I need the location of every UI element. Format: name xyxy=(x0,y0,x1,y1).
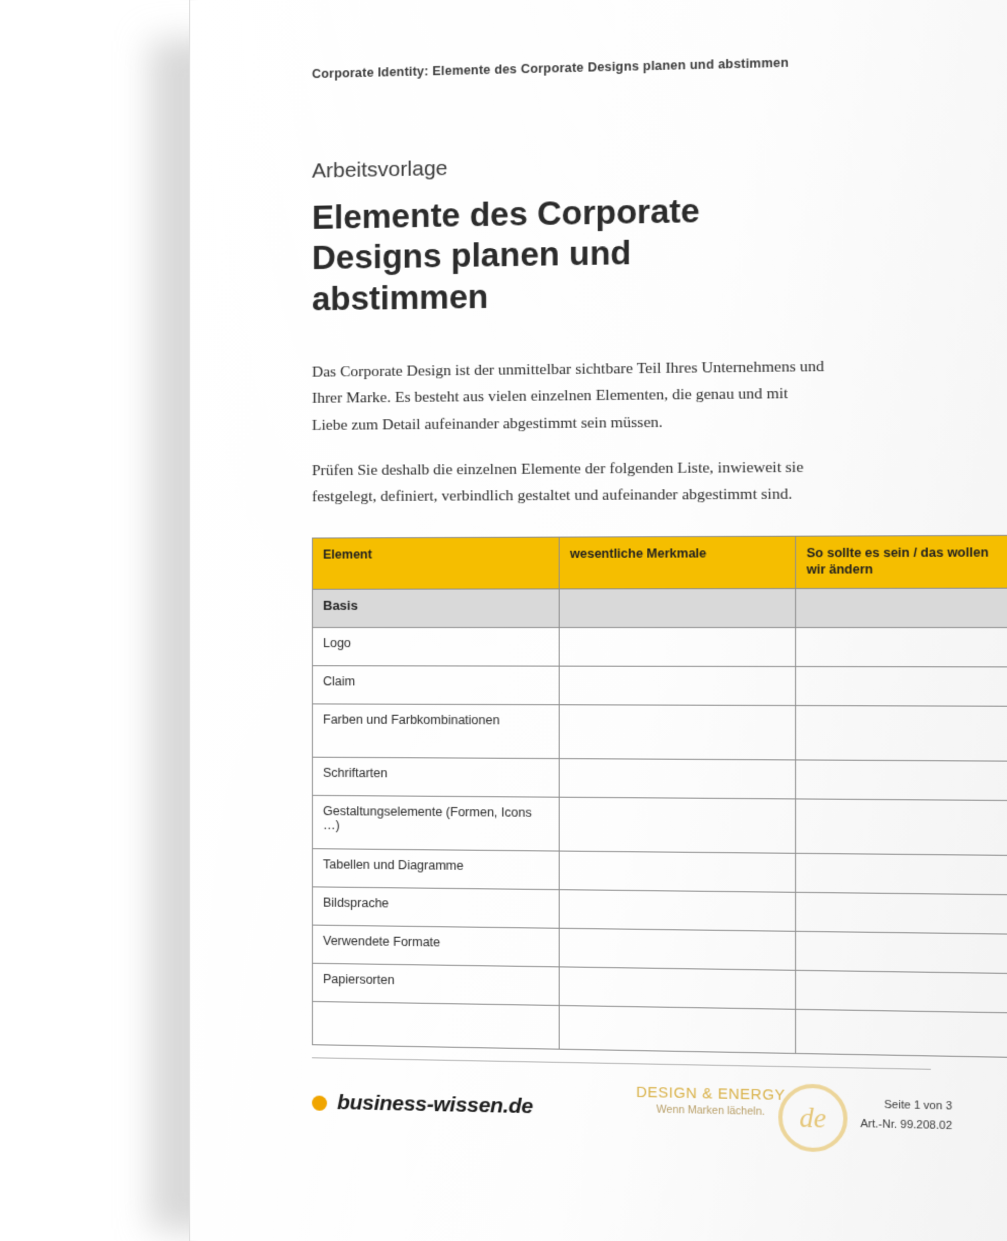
table-body xyxy=(312,588,1007,1057)
cell-element: Claim xyxy=(312,666,559,705)
brand-name: business-wissen.de xyxy=(337,1090,534,1119)
page-footer xyxy=(312,1057,952,1155)
cell-aenderung[interactable] xyxy=(796,1009,1007,1057)
table-section-row xyxy=(312,588,1007,627)
cell-merkmale[interactable] xyxy=(559,890,795,932)
client-logo xyxy=(617,1084,804,1118)
document-eyebrow: Arbeitsvorlage xyxy=(311,156,448,183)
cell-merkmale[interactable] xyxy=(559,851,795,892)
document-page xyxy=(190,0,1007,1241)
cell-merkmale[interactable] xyxy=(559,928,795,970)
intro-paragraph-1: Das Corporate Design ist der unmittelbar sichtbare Teil Ihres Unternehmens und Ihrer Marke. Es besteht aus vielen einzelnen Elementen, die genau und mit Liebe zum Detail aufeinander abgestimmt sein müssen. xyxy=(311,357,825,435)
article-number: Art.-Nr. 99.208.02 xyxy=(860,1117,953,1132)
cell-merkmale[interactable] xyxy=(559,1006,795,1054)
column-header-element: Element xyxy=(312,537,559,589)
table-row xyxy=(312,704,1007,761)
cell-element: Gestaltungselemente (Formen, Icons …) xyxy=(312,795,559,851)
section-cell-aenderung xyxy=(796,588,1007,627)
cell-element: Logo xyxy=(312,628,559,667)
cell-element: Tabellen und Diagramme xyxy=(312,849,559,890)
column-header-merkmale: wesentliche Merkmale xyxy=(559,536,795,589)
client-monogram-icon: de xyxy=(778,1083,847,1152)
cell-merkmale[interactable] xyxy=(559,759,795,799)
page-content xyxy=(311,52,989,1057)
cell-aenderung[interactable] xyxy=(796,628,1007,667)
cell-aenderung[interactable] xyxy=(796,892,1007,934)
footer-meta xyxy=(860,1095,952,1135)
cell-element: Farben und Farbkombinationen xyxy=(312,704,559,759)
cell-element[interactable] xyxy=(312,1002,559,1050)
client-name: DESIGN & ENERGY xyxy=(636,1084,786,1105)
footer-divider xyxy=(312,1057,931,1070)
table-header-row xyxy=(312,535,1007,589)
cell-element: Schriftarten xyxy=(312,757,559,797)
cell-element: Papiersorten xyxy=(312,963,559,1005)
page-title: Elemente des Corporate Designs planen und abstimmen xyxy=(311,191,700,317)
table-row xyxy=(312,628,1007,667)
page-number: Seite 1 von 3 xyxy=(884,1098,953,1113)
cell-aenderung[interactable] xyxy=(796,706,1007,762)
table-row xyxy=(312,795,1007,855)
table-header xyxy=(312,535,1007,589)
cell-merkmale[interactable] xyxy=(559,666,795,705)
cell-aenderung[interactable] xyxy=(796,799,1007,855)
cell-aenderung[interactable] xyxy=(796,970,1007,1012)
intro-paragraph-2: Prüfen Sie deshalb die einzelnen Elemente der folgenden Liste, inwieweit sie festgelegt, definiert, verbindlich gestaltet und aufeinander abgestimmt sind. xyxy=(311,458,804,506)
cell-aenderung[interactable] xyxy=(796,931,1007,973)
cell-element: Verwendete Formate xyxy=(312,925,559,967)
brand-logo xyxy=(312,1090,533,1119)
cell-merkmale[interactable] xyxy=(559,628,795,667)
client-slogan: Wenn Marken lächeln. xyxy=(656,1103,765,1118)
column-header-aenderung: So sollte es sein / das wollen wir ändern xyxy=(796,535,1007,588)
footer-row xyxy=(312,1076,952,1155)
cell-aenderung[interactable] xyxy=(796,853,1007,894)
elements-table xyxy=(312,535,1007,1058)
table-row xyxy=(312,757,1007,800)
cell-merkmale[interactable] xyxy=(559,705,795,760)
cell-merkmale[interactable] xyxy=(559,797,795,853)
cell-aenderung[interactable] xyxy=(796,760,1007,801)
page-wrapper xyxy=(190,0,1007,1241)
section-label: Basis xyxy=(312,589,559,628)
brand-dot-icon xyxy=(312,1095,327,1110)
running-header: Corporate Identity: Elemente des Corporate Designs planen und abstimmen xyxy=(311,55,789,82)
table-row xyxy=(312,666,1007,707)
cell-merkmale[interactable] xyxy=(559,967,795,1009)
cell-aenderung[interactable] xyxy=(796,667,1007,707)
section-cell-merkmale xyxy=(559,589,795,628)
cell-element: Bildsprache xyxy=(312,887,559,928)
